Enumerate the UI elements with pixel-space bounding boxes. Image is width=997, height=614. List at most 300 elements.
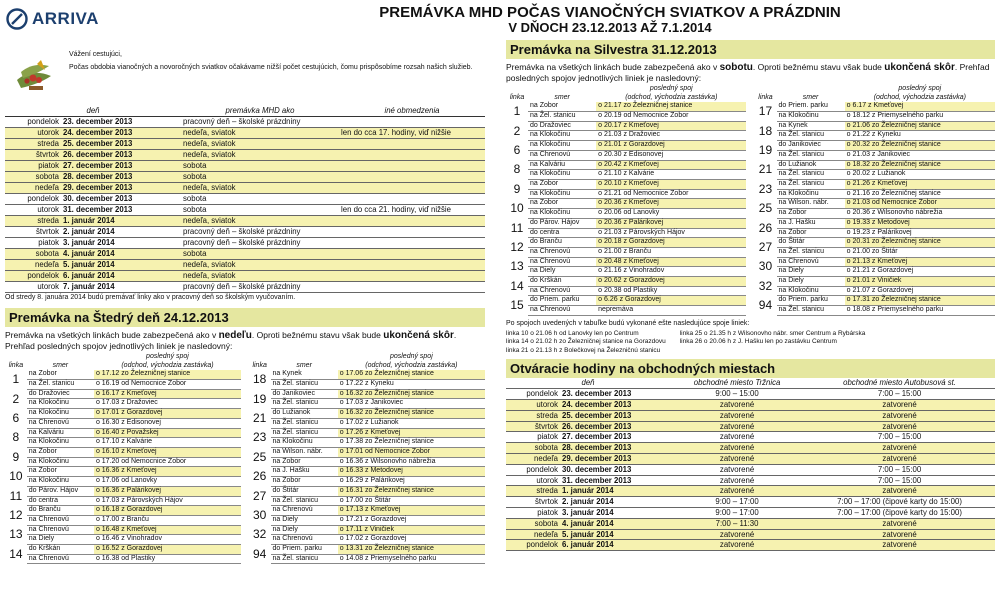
schedule-mode: nedeľa, sviatok bbox=[181, 128, 339, 139]
christmas-heading: Premávka na Štedrý deň 24.12.2013 bbox=[5, 308, 485, 327]
schedule-other bbox=[339, 216, 485, 227]
line-row bbox=[5, 525, 485, 535]
line-number: 19 bbox=[758, 143, 773, 158]
line-row bbox=[506, 170, 995, 180]
line-number: 2 bbox=[513, 123, 521, 138]
line-last-departure: o 21.21 z Gorazdovej bbox=[845, 267, 995, 277]
line-direction: na Klokočinu bbox=[528, 189, 596, 199]
hours-autobusova: zatvorené bbox=[804, 421, 995, 432]
line-row bbox=[5, 545, 485, 555]
line-last-departure: o 21.06 zo Železničnej stanice bbox=[845, 121, 995, 131]
schedule-date: 25. december 2013 bbox=[61, 139, 181, 150]
col-gap bbox=[241, 554, 249, 564]
line-last-departure: o 17.21 z Gorazdovej bbox=[338, 515, 485, 525]
hours-trznica: zatvorené bbox=[670, 399, 804, 410]
line-row bbox=[506, 121, 995, 131]
hours-header-b: obchodné miesto Autobusová st. bbox=[804, 378, 995, 388]
line-direction: do Branču bbox=[27, 506, 94, 516]
line-last-departure: o 17.06 zo Železničnej stanice bbox=[338, 370, 485, 379]
hours-date: 31. december 2013 bbox=[560, 475, 670, 486]
schedule-row bbox=[5, 271, 485, 282]
schedule-day: utorok bbox=[5, 205, 61, 216]
line-direction: na Žel. stanicu bbox=[271, 496, 338, 506]
line-direction: do Lužianok bbox=[271, 409, 338, 419]
line-direction: na Zobor bbox=[271, 477, 338, 487]
line-number: 1 bbox=[12, 372, 20, 387]
line-last-departure: o 21.16 zo Železničnej stanice bbox=[845, 189, 995, 199]
hours-autobusova: zatvorené bbox=[804, 453, 995, 464]
col-dir: smer bbox=[52, 362, 69, 370]
line-row bbox=[5, 428, 485, 438]
hours-day: sobota bbox=[506, 518, 560, 529]
line-row bbox=[5, 535, 485, 545]
line-direction: na Zobor bbox=[528, 180, 596, 190]
hours-trznica: zatvorené bbox=[670, 453, 804, 464]
schedule-other bbox=[339, 238, 485, 249]
col-gap bbox=[746, 199, 754, 209]
line-last-departure: o 16.36 z Kmeťovej bbox=[94, 467, 241, 477]
line-last-departure: o 17.02 z Gorazdovej bbox=[338, 535, 485, 545]
schedule-mode: nedeľa, sviatok bbox=[181, 150, 339, 161]
hours-trznica: zatvorené bbox=[670, 464, 804, 475]
line-last-departure: o 20.02 z Lužianok bbox=[845, 170, 995, 180]
line-last-departure: o 17.13 z Kmeťovej bbox=[338, 506, 485, 516]
left-column bbox=[5, 50, 485, 564]
schedule-date: 23. december 2013 bbox=[61, 117, 181, 128]
extra-line: linka 14 o 21.02 h zo Železničnej stanice na Gorazdovu bbox=[506, 338, 666, 346]
line-last-departure: o 19.23 z Palárikovej bbox=[845, 228, 995, 238]
intro-bold: ukončená skôr bbox=[884, 62, 955, 73]
schedule-date: 6. január 2014 bbox=[61, 271, 181, 282]
hours-autobusova: zatvorené bbox=[804, 410, 995, 421]
col-gap bbox=[241, 370, 249, 379]
intro-text: . Prehľad posledných spojov jednotlivých liniek je nasledovný: bbox=[506, 62, 990, 83]
line-last-departure: o 21.10 z Kalvárie bbox=[596, 170, 746, 180]
schedule-row bbox=[5, 205, 485, 216]
line-row bbox=[5, 467, 485, 477]
line-last-departure: o 16.19 od Nemocnice Zobor bbox=[94, 380, 241, 390]
line-last-departure: o 17.01 od Nemocnice Zobor bbox=[338, 448, 485, 458]
line-number: 6 bbox=[513, 143, 521, 158]
line-row bbox=[5, 506, 485, 516]
line-direction: na Kalváriu bbox=[27, 428, 94, 438]
line-number: 26 bbox=[758, 220, 773, 235]
line-last-departure: o 20.06 od Lanovky bbox=[596, 209, 746, 219]
col-line: linka bbox=[758, 94, 773, 102]
schedule-day: pondelok bbox=[5, 117, 61, 128]
title-line-2: V DŇOCH 23.12.2013 AŽ 7.1.2014 bbox=[508, 20, 712, 35]
line-last-departure: o 21.00 z Branču bbox=[596, 247, 746, 257]
hours-row bbox=[506, 486, 995, 497]
col-gap bbox=[746, 296, 754, 306]
line-row bbox=[5, 399, 485, 409]
col-gap bbox=[241, 389, 249, 399]
schedule-day: štvrtok bbox=[5, 150, 61, 161]
greeting-text bbox=[69, 50, 473, 106]
line-direction: do Priem. parku bbox=[271, 545, 338, 555]
col-last: posledný spoj bbox=[649, 85, 693, 93]
schedule-mode: nedeľa, sviatok bbox=[181, 271, 339, 282]
schedule-mode: nedeľa, sviatok bbox=[181, 183, 339, 194]
line-number: 19 bbox=[252, 391, 267, 406]
hours-day: sobota bbox=[506, 443, 560, 454]
schedule-day: sobota bbox=[5, 249, 61, 260]
schedule-date: 2. január 2014 bbox=[61, 227, 181, 238]
col-gap bbox=[746, 112, 754, 122]
col-gap bbox=[241, 506, 249, 516]
schedule-row bbox=[5, 128, 485, 139]
line-row bbox=[506, 102, 995, 111]
col-line: linka bbox=[8, 362, 24, 370]
line-last-departure: o 20.36 z Palárikovej bbox=[596, 218, 746, 228]
line-last-departure: o 18.32 zo Železničnej stanice bbox=[845, 160, 995, 170]
col-gap bbox=[746, 228, 754, 238]
col-line: linka bbox=[509, 94, 525, 102]
col-gap bbox=[241, 409, 249, 419]
hours-day: pondelok bbox=[506, 540, 560, 551]
line-number: 8 bbox=[12, 430, 20, 445]
col-gap bbox=[746, 131, 754, 141]
line-direction: na Chrenovú bbox=[528, 257, 596, 267]
col-dir: smer bbox=[554, 94, 570, 102]
col-dir: smer bbox=[296, 362, 312, 370]
schedule-mode: pracovný deň – školské prázdniny bbox=[181, 238, 339, 249]
col-dir bbox=[27, 353, 94, 362]
line-number: 23 bbox=[252, 430, 267, 445]
hours-row bbox=[506, 399, 995, 410]
hours-row bbox=[506, 540, 995, 551]
hours-row bbox=[506, 410, 995, 421]
hours-row bbox=[506, 453, 995, 464]
col-gap bbox=[746, 218, 754, 228]
line-direction: na Klokočinu bbox=[528, 209, 596, 219]
page-title bbox=[240, 5, 980, 35]
line-last-departure: o 17.03 z Párovských Hájov bbox=[94, 496, 241, 506]
schedule-date: 24. december 2013 bbox=[61, 128, 181, 139]
hours-autobusova: zatvorené bbox=[804, 443, 995, 454]
schedule-day: sobota bbox=[5, 172, 61, 183]
line-number: 6 bbox=[12, 411, 20, 426]
schedule-other bbox=[339, 249, 485, 260]
hours-date: 29. december 2013 bbox=[560, 453, 670, 464]
schedule-date: 5. január 2014 bbox=[61, 260, 181, 271]
line-last-departure: o 17.22 z Kyneku bbox=[338, 380, 485, 390]
line-direction: na Chrenovú bbox=[27, 554, 94, 564]
col-gap bbox=[241, 496, 249, 506]
schedule-row bbox=[5, 216, 485, 227]
line-number: 2 bbox=[12, 391, 20, 406]
hours-trznica: 7:00 – 11:30 bbox=[670, 518, 804, 529]
hours-day: streda bbox=[506, 486, 560, 497]
line-direction: na Kynek bbox=[271, 370, 338, 379]
line-row bbox=[506, 160, 995, 170]
hours-day: utorok bbox=[506, 399, 560, 410]
hours-autobusova: zatvorené bbox=[804, 518, 995, 529]
schedule-row bbox=[5, 150, 485, 161]
line-direction: na Wilson. nábr. bbox=[777, 199, 845, 209]
line-direction: na Žel. stanicu bbox=[528, 112, 596, 122]
col-gap bbox=[746, 189, 754, 199]
line-direction: do centra bbox=[528, 228, 596, 238]
schedule-day: nedeľa bbox=[5, 183, 61, 194]
col-gap bbox=[746, 238, 754, 248]
line-last-departure: o 17.06 od Lanovky bbox=[94, 477, 241, 487]
line-number: 12 bbox=[510, 240, 524, 255]
intro-bold: sobotu bbox=[719, 62, 753, 73]
schedule-day: pondelok bbox=[5, 271, 61, 282]
col-last2: (odchod, východzia zastávka) bbox=[873, 94, 966, 102]
schedule-day: piatok bbox=[5, 161, 61, 172]
schedule-mode: sobota bbox=[181, 205, 339, 216]
schedule-date: 31. december 2013 bbox=[61, 205, 181, 216]
line-last-departure: o 18.08 z Priemyselného parku bbox=[845, 306, 995, 316]
line-direction: na Žel. stanicu bbox=[271, 399, 338, 409]
line-last-departure: o 20.32 zo Železničnej stanice bbox=[845, 141, 995, 151]
arriva-logo bbox=[6, 6, 124, 32]
line-row bbox=[5, 370, 485, 379]
hours-date: 24. december 2013 bbox=[560, 399, 670, 410]
col-last: posledný spoj bbox=[389, 353, 433, 361]
hours-row bbox=[506, 497, 995, 508]
hours-day: štvrtok bbox=[506, 497, 560, 508]
line-row bbox=[5, 409, 485, 419]
line-direction: na Klokočinu bbox=[27, 399, 94, 409]
line-last-departure: o 17.00 zo Štitár bbox=[338, 496, 485, 506]
hours-day: štvrtok bbox=[506, 421, 560, 432]
line-last-departure: o 17.10 z Kalvárie bbox=[94, 438, 241, 448]
line-last-departure: o 17.11 z Viničiek bbox=[338, 525, 485, 535]
line-direction: do Krškán bbox=[27, 545, 94, 555]
line-direction: na Žel. stanicu bbox=[27, 380, 94, 390]
christmas-lines-table bbox=[5, 353, 485, 564]
line-row bbox=[5, 418, 485, 428]
line-last-departure: o 13.31 zo Železničnej stanice bbox=[338, 545, 485, 555]
line-direction: na Zobor bbox=[528, 199, 596, 209]
schedule-row bbox=[5, 139, 485, 150]
schedule-other bbox=[339, 260, 485, 271]
line-number: 23 bbox=[758, 181, 773, 196]
line-number: 27 bbox=[252, 488, 267, 503]
hours-trznica: zatvorené bbox=[670, 529, 804, 540]
line-direction: na Žel. stanicu bbox=[271, 418, 338, 428]
christmas-intro bbox=[5, 327, 485, 353]
col-dir: smer bbox=[802, 94, 819, 102]
line-direction: na Chrenovú bbox=[528, 247, 596, 257]
line-direction: na Diely bbox=[271, 515, 338, 525]
schedule-row bbox=[5, 183, 485, 194]
line-number: 17 bbox=[758, 104, 773, 119]
line-row bbox=[506, 150, 995, 160]
line-row bbox=[506, 306, 995, 316]
extra-line: linka 25 o 21.35 h z Wilsonovho nábr. smer Centrum a Rybárska bbox=[679, 329, 866, 337]
extra-line: linka 21 o 21.13 h z Bolečkovej na Železničnú stanicu bbox=[506, 346, 661, 354]
line-last-departure: o 17.03 z Dražoviec bbox=[94, 399, 241, 409]
hours-autobusova: zatvorené bbox=[804, 486, 995, 497]
line-direction: na Klokočinu bbox=[777, 112, 845, 122]
line-number: 21 bbox=[252, 411, 267, 426]
intro-text: Premávka na všetkých linkách bude zabezpečená ako v bbox=[506, 62, 720, 72]
schedule-other: len do cca 17. hodiny, viď nižšie bbox=[339, 128, 485, 139]
col-gap bbox=[241, 486, 249, 496]
line-number: 21 bbox=[758, 162, 773, 177]
line-row bbox=[506, 199, 995, 209]
line-row bbox=[5, 448, 485, 458]
line-last-departure: o 17.00 z Branču bbox=[94, 515, 241, 525]
hours-trznica: zatvorené bbox=[670, 475, 804, 486]
line-direction: do Štitár bbox=[271, 486, 338, 496]
line-direction: na Klokočinu bbox=[27, 477, 94, 487]
line-direction: na Žel. stanicu bbox=[777, 247, 845, 257]
hours-day: pondelok bbox=[506, 389, 560, 400]
hours-trznica: zatvorené bbox=[670, 421, 804, 432]
hours-row bbox=[506, 443, 995, 454]
intro-text: . Oproti bežnému stavu však bude bbox=[251, 330, 384, 340]
line-direction: na Žel. stanicu bbox=[777, 150, 845, 160]
hours-day: pondelok bbox=[506, 464, 560, 475]
line-row bbox=[5, 438, 485, 448]
line-row bbox=[506, 286, 995, 296]
line-direction: na Klokočinu bbox=[27, 409, 94, 419]
col-gap bbox=[746, 180, 754, 190]
schedule-other bbox=[339, 139, 485, 150]
line-last-departure: o 6.17 z Kmeťovej bbox=[845, 102, 995, 111]
schedule-mode: sobota bbox=[181, 172, 339, 183]
line-last-departure: o 21.07 z Gorazdovej bbox=[845, 286, 995, 296]
line-last-departure: o 16.18 z Gorazdovej bbox=[94, 506, 241, 516]
line-direction: na Klokočinu bbox=[27, 438, 94, 448]
col-gap bbox=[746, 141, 754, 151]
line-direction: do Priem. parku bbox=[777, 102, 845, 111]
schedule-day: pondelok bbox=[5, 194, 61, 205]
schedule-date: 3. január 2014 bbox=[61, 238, 181, 249]
col-line bbox=[754, 85, 776, 94]
schedule-mode: pracovný deň – školské prázdniny bbox=[181, 282, 339, 293]
hours-row bbox=[506, 475, 995, 486]
hours-autobusova: zatvorené bbox=[804, 540, 995, 551]
col-gap bbox=[746, 247, 754, 257]
col-dir bbox=[777, 85, 845, 94]
line-row bbox=[506, 189, 995, 199]
schedule-row bbox=[5, 282, 485, 293]
line-number: 10 bbox=[9, 469, 23, 484]
schedule-table bbox=[5, 106, 485, 293]
schedule-date: 7. január 2014 bbox=[61, 282, 181, 293]
title-line-1: PREMÁVKA MHD POČAS VIANOČNÝCH SVIATKOV A PRÁZDNIN bbox=[379, 4, 841, 21]
hours-date: 25. december 2013 bbox=[560, 410, 670, 421]
line-last-departure: o 14.08 z Priemyselného parku bbox=[338, 554, 485, 564]
extra-col-left bbox=[506, 330, 666, 356]
line-last-departure: o 17.12 zo Železničnej stanice bbox=[94, 370, 241, 379]
line-last-departure: o 20.30 z Edisonovej bbox=[596, 150, 746, 160]
line-direction: do Párov. Hájov bbox=[27, 486, 94, 496]
line-last-departure: o 17.02 z Lužianok bbox=[338, 418, 485, 428]
schedule-mode: sobota bbox=[181, 194, 339, 205]
col-line: linka bbox=[252, 362, 267, 370]
line-direction: do centra bbox=[27, 496, 94, 506]
line-last-departure: o 16.30 z Edisonovej bbox=[94, 418, 241, 428]
line-last-departure: o 20.36 z Kmeťovej bbox=[596, 199, 746, 209]
line-number: 32 bbox=[758, 278, 773, 293]
schedule-row bbox=[5, 172, 485, 183]
hours-header-a: obchodné miesto Tržnica bbox=[670, 378, 804, 388]
schedule-other bbox=[339, 271, 485, 282]
line-direction: na Klokočinu bbox=[27, 457, 94, 467]
line-number: 12 bbox=[9, 508, 23, 523]
line-direction: na Žel. stanicu bbox=[271, 554, 338, 564]
col-gap bbox=[746, 209, 754, 219]
line-last-departure: o 21.22 z Kyneku bbox=[845, 131, 995, 141]
schedule-other bbox=[339, 194, 485, 205]
line-last-departure: o 16.36 z Wilsonovho nábrežia bbox=[338, 457, 485, 467]
extra-title: Po spojoch uvedených v tabuľke budú vykonané ešte nasledujúce spoje liniek: bbox=[506, 319, 750, 327]
col-gap bbox=[746, 257, 754, 267]
schedule-header-day: deň bbox=[5, 106, 181, 117]
line-direction: na Diely bbox=[777, 267, 845, 277]
col-gap bbox=[746, 306, 754, 316]
line-direction: do Priem. parku bbox=[777, 296, 845, 306]
line-last-departure: o 21.21 od Nemocnice Zobor bbox=[596, 189, 746, 199]
line-direction: do Janikoviec bbox=[777, 141, 845, 151]
line-direction: do Párov. Hájov bbox=[528, 218, 596, 228]
line-last-departure: o 21.01 z Gorazdovej bbox=[596, 141, 746, 151]
hours-date: 6. január 2014 bbox=[560, 540, 670, 551]
schedule-mode: nedeľa, sviatok bbox=[181, 139, 339, 150]
hours-autobusova: 7:00 – 15:00 bbox=[804, 389, 995, 400]
col-gap bbox=[746, 85, 754, 94]
line-direction: na Žel. stanicu bbox=[777, 306, 845, 316]
schedule-other bbox=[339, 161, 485, 172]
line-last-departure: o 21.03 od Nemocnice Zobor bbox=[845, 199, 995, 209]
schedule-day: nedeľa bbox=[5, 260, 61, 271]
line-row bbox=[506, 209, 995, 219]
line-number: 18 bbox=[758, 123, 773, 138]
silvester-lines-table bbox=[506, 85, 995, 316]
schedule-other bbox=[339, 172, 485, 183]
line-last-departure: o 21.01 z Viničiek bbox=[845, 277, 995, 287]
hours-autobusova: zatvorené bbox=[804, 529, 995, 540]
col-gap bbox=[241, 380, 249, 390]
silvester-heading: Premávka na Silvestra 31.12.2013 bbox=[506, 40, 995, 59]
line-direction: do Priem. parku bbox=[528, 296, 596, 306]
line-last-departure: o 20.18 z Gorazdovej bbox=[596, 238, 746, 248]
greeting-block bbox=[5, 50, 485, 106]
line-last-departure: o 21.13 z Kmeťovej bbox=[845, 257, 995, 267]
line-last-departure: o 18.12 z Priemyselného parku bbox=[845, 112, 995, 122]
schedule-date: 4. január 2014 bbox=[61, 249, 181, 260]
line-row bbox=[506, 296, 995, 306]
line-last-departure: o 20.48 z Kmeťovej bbox=[596, 257, 746, 267]
col-gap bbox=[241, 535, 249, 545]
line-last-departure: o 17.03 z Janikoviec bbox=[338, 399, 485, 409]
schedule-day: štvrtok bbox=[5, 227, 61, 238]
col-gap bbox=[241, 457, 249, 467]
line-direction: do Janikoviec bbox=[271, 389, 338, 399]
line-row bbox=[506, 257, 995, 267]
hours-autobusova: zatvorené bbox=[804, 399, 995, 410]
line-direction: do Štitár bbox=[777, 238, 845, 248]
line-last-departure: o 16.48 z Kmeťovej bbox=[94, 525, 241, 535]
line-row bbox=[5, 515, 485, 525]
line-direction: na Kalváriu bbox=[528, 160, 596, 170]
line-number: 13 bbox=[510, 259, 524, 274]
hours-day: utorok bbox=[506, 475, 560, 486]
line-last-departure: o 16.29 z Palárikovej bbox=[338, 477, 485, 487]
schedule-header-other: iné obmedzenia bbox=[339, 106, 485, 117]
schedule-day: piatok bbox=[5, 238, 61, 249]
line-last-departure: o 21.03 z Janikoviec bbox=[845, 150, 995, 160]
hours-autobusova: 7:00 – 17:00 (čipové karty do 15:00) bbox=[804, 507, 995, 518]
line-direction: na Chrenovú bbox=[27, 515, 94, 525]
